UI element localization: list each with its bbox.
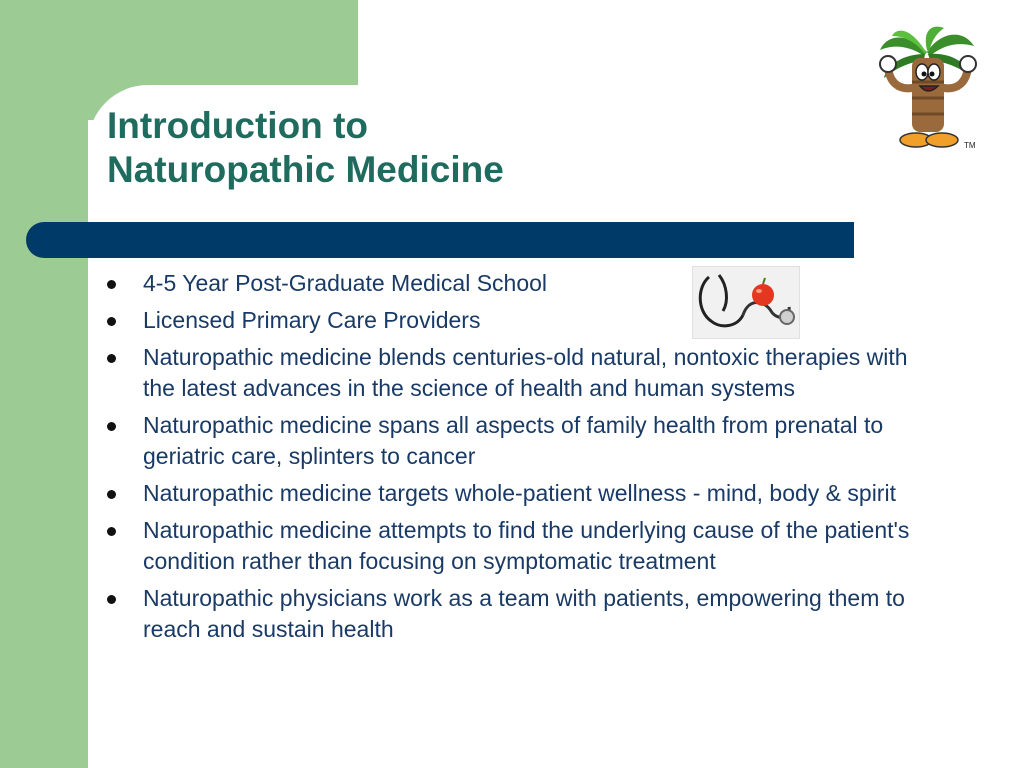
list-item bbox=[104, 478, 944, 509]
bullet-dot bbox=[107, 317, 116, 326]
left-green-band bbox=[0, 0, 88, 768]
bullet-text: Naturopathic medicine targets whole-patient wellness - mind, body & spirit bbox=[143, 480, 896, 506]
bullet-dot bbox=[107, 527, 116, 536]
bullet-text: Naturopathic physicians work as a team with patients, empowering them to reach and sustain health bbox=[143, 585, 905, 642]
title-divider-bar bbox=[26, 222, 854, 258]
list-item bbox=[104, 342, 944, 404]
bullet-text: Licensed Primary Care Providers bbox=[143, 307, 481, 333]
list-item bbox=[104, 410, 944, 472]
title-line-1: Introduction to bbox=[107, 105, 368, 146]
bullet-text: Naturopathic medicine spans all aspects of family health from prenatal to geriatric care, splinters to cancer bbox=[143, 412, 884, 469]
bullet-dot bbox=[107, 422, 116, 431]
bullet-list bbox=[104, 268, 944, 651]
list-item bbox=[104, 515, 944, 577]
bullet-dot bbox=[107, 490, 116, 499]
bullet-text: Naturopathic medicine attempts to find the underlying cause of the patient's condition rather than focusing on symptomatic treatment bbox=[143, 517, 910, 574]
bullet-dot bbox=[107, 354, 116, 363]
bullet-text: 4-5 Year Post-Graduate Medical School bbox=[143, 270, 548, 296]
palm-tree-mascot-image bbox=[872, 22, 982, 157]
title-line-2: Naturopathic Medicine bbox=[107, 149, 504, 190]
list-item bbox=[104, 583, 944, 645]
bullet-dot bbox=[107, 280, 116, 289]
bullet-dot bbox=[107, 595, 116, 604]
list-item bbox=[104, 268, 944, 299]
list-item bbox=[104, 305, 944, 336]
slide-title bbox=[107, 104, 667, 192]
trademark-mark: TM bbox=[964, 141, 976, 150]
bullet-text: Naturopathic medicine blends centuries-old natural, nontoxic therapies with the latest advances in the science of health and human systems bbox=[143, 344, 908, 401]
